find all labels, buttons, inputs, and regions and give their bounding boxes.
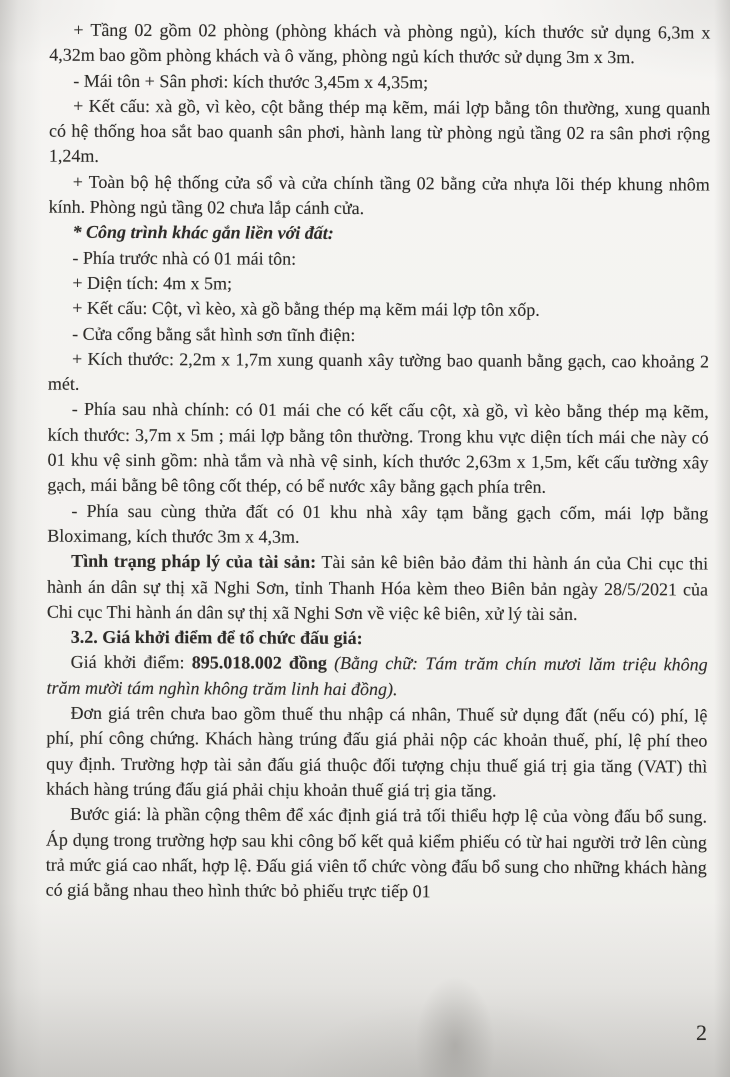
para-kich-thuoc-cong: + Kích thước: 2,2m x 1,7m xung quanh xây tường bao quanh bằng gạch, cao khoảng 2 mét. <box>47 348 710 394</box>
para-cua-cong: - Cửa cổng bằng sắt hình sơn tĩnh điện: <box>72 323 356 345</box>
para-cua-so-cua-chinh: + Toàn bộ hệ thống cửa sổ và cửa chính tầng 02 bằng cửa nhựa lõi thép khung nhôm kính. Phòng ngủ tầng 02 chưa lắp cánh cửa. <box>48 171 710 219</box>
para-nha-xay-tam: - Phía sau cùng thửa đất có 01 khu nhà xây tạm bằng gạch cốm, mái lợp bằng Bloximang, kích thước 3m x 4,3m. <box>47 500 709 547</box>
starting-price-lead: Giá khởi điểm: <box>70 652 192 673</box>
legal-status-label: Tình trạng pháp lý của tài sản: <box>71 550 317 573</box>
page-number: 2 <box>696 1020 707 1045</box>
starting-price-value: 895.018.002 đồng <box>191 652 327 674</box>
para-phia-truoc-nha: - Phía trước nhà có 01 mái tôn: <box>72 247 297 269</box>
para-gia-khoi-diem <box>47 650 708 703</box>
para-tinh-trang-phap-ly <box>47 549 708 628</box>
legal-status-body: Tài sản kê biên bảo đảm thi hành án của Chi cục thi hành án dân sự thị xã Nghi Sơn, tỉnh Thanh Hóa kèm theo Biên bản ngày 28/5/2021 của Chi cục Thi hành án dân sự thị xã Nghi Sơn về việc kê biên, xử lý tài sản. <box>46 552 709 624</box>
para-ket-cau-mai-ton: + Kết cấu: Cột, vì kèo, xà gồ bằng thép mạ kẽm mái lợp tôn xốp. <box>72 297 540 321</box>
para-dien-tich: + Diện tích: 4m x 5m; <box>72 272 233 294</box>
para-ket-cau-tang-02: + Kết cấu: xà gồ, vì kèo, cột bằng thép mạ kẽm, mái lợp bằng tôn thường, xung quanh có hệ thống hoa sắt bao quanh sân phơi, hành lang từ phòng ngủ tầng 02 ra sân phơi rộng 1,24m. <box>48 95 711 167</box>
para-phia-sau-nha-chinh: - Phía sau nhà chính: có 01 mái che có kết cấu cột, xà gồ, vì kèo bằng thép mạ kẽm, kích thước: 3,7m x 5m ; mái lợp bằng tôn thường. Trong khu vực diện tích mái che này có 01 khu vệ sinh gồm: nhà tắm và nhà vệ sinh, kích thước 2,63m x 1,5m, kết cấu tường xây gạch, mái bằng bê tông cốt thép, có bể nước xây bằng gạch phía trên. <box>47 399 709 498</box>
heading-gia-khoi-diem: 3.2. Giá khởi điểm để tổ chức đấu giá: <box>70 626 363 649</box>
para-floor-2-rooms: + Tầng 02 gồm 02 phòng (phòng khách và phòng ngủ), kích thước sử dụng 6,3m x 4,32m bao gồm phòng khách và ô văng, phòng ngủ kích thước sử dụng 3m x 3m. <box>49 19 711 68</box>
para-mai-ton-san-phoi: - Mái tôn + Sân phơi: kích thước 3,45m x 4,35m; <box>73 70 429 92</box>
heading-cong-trinh-khac: * Công trình khác gắn liền với đất: <box>72 222 334 244</box>
starting-price-words: (Bằng chữ: Tám trăm chín mươi lăm triệu không trăm mười tám nghìn không trăm linh hai đồng). <box>46 653 708 699</box>
para-don-gia: Đơn giá trên chưa bao gồm thuế thu nhập cá nhân, Thuế sử dụng đất (nếu có) phí, lệ phí, phí công chứng. Khách hàng trúng đấu giá phải nộp các khoản thuế, phí, lệ phí theo quy định. Trường hợp tài sản đấu giá thuộc đối tượng chịu thuế giá trị gia tăng (VAT) thì khách hàng trúng đấu giá phải chịu khoản thuế giá trị gia tăng. <box>46 702 708 801</box>
para-buoc-gia: Bước giá: là phần cộng thêm để xác định giá trả tối thiểu hợp lệ của vòng đấu bổ sung. Áp dụng trong trường hợp sau khi công bố kết quả kiểm phiếu có từ hai người trở lên cùng trả mức giá cao nhất, hợp lệ. Đấu giá viên tổ chức vòng đấu bổ sung cho những khách hàng có giá bằng nhau theo hình thức bỏ phiếu trực tiếp 01 <box>45 803 708 902</box>
